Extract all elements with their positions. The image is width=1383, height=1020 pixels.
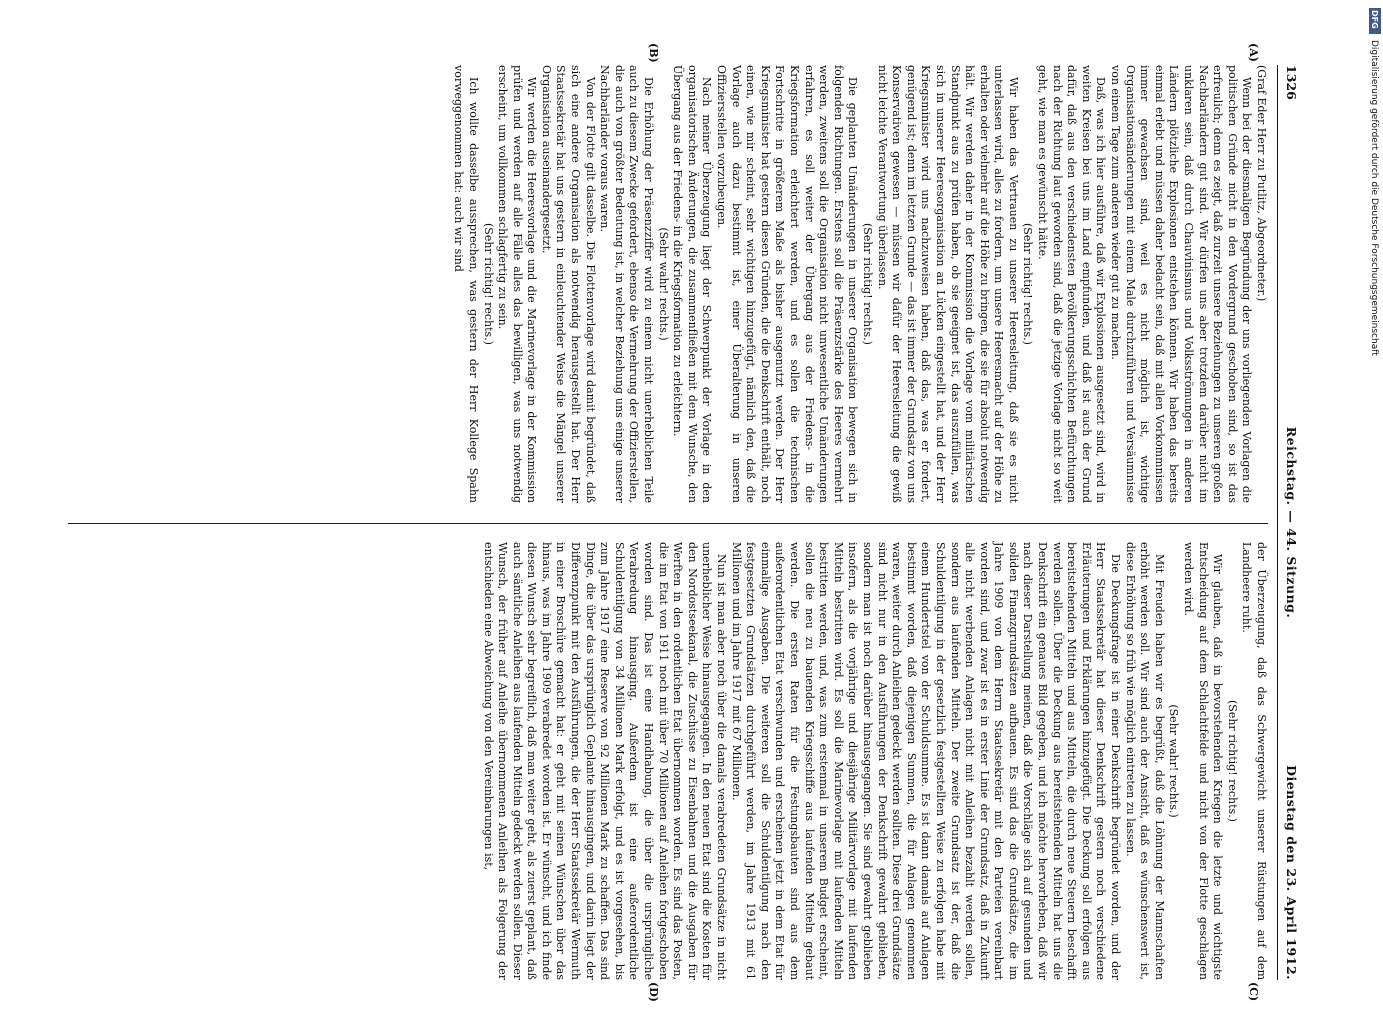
paragraph: Wenn bei der diesmaligen Begründung der uns vorliegenden Vorlagen die politischen Gründe nicht in den Vordergrund geschoben sind, so ist das erfreulich; denn es zeigt, daß zurzeit unsere Beziehungen zu unseren großen Nachbarländern gut sind. Wir dürfen uns aber trotzdem darüber nicht im unklaren sein, daß durch Chauvinismus und Volksströmungen in anderen Ländern plötzliche Explosionen entstehen können. Wir haben das bereits einmal erlebt und müssen daher bedacht sein, daß mit allen Vorkommnissen immer gewachsen sind, weil es nicht möglich ist, wichtige Organisationsänderungen mit einem Male durchzuführen und Versäumnisse von einem Tage zum anderen wieder gut zu machen.: [1109, 65, 1254, 503]
interjection: (Sehr wahr! rechts.): [656, 227, 670, 341]
margin-mark-c: (C): [1247, 982, 1260, 1002]
interjection: (Sehr richtig! rechts.): [860, 223, 874, 345]
session-title: Reichstag. — 44. Sitzung.: [1284, 426, 1299, 619]
paragraph: Ich wollte dasselbe aussprechen, was gestern der Herr Kollege Spahn vorweggenommen hat: auch wir sind: [452, 65, 480, 503]
dfg-logo: [1369, 8, 1381, 34]
paragraph: Mit Freuden haben wir es begrüßt, daß die Löhnung der Mannschaften erhöht werden soll. Wir sind auch der Ansicht, daß es wünschenswert ist, diese Erhöhung so früh wie möglich eintreten zu lassen.: [1123, 542, 1166, 980]
column-divider: [68, 523, 1268, 524]
funding-note: [1367, 40, 1381, 1020]
margin-mark-d: (D): [647, 982, 660, 1002]
interjection: (Sehr richtig! rechts.): [1225, 700, 1239, 822]
paragraph: Wir werden die Heeresvorlage und die Marinevorlage in der Kommission prüfen und werden auf alle Fälle alles das bewilligen, was uns notwendig erscheint, um vollkommen schlagfertig zu sein.: [496, 65, 539, 503]
paragraph: Nach meiner Überzeugung liegt der Schwerpunkt der Vorlage in den organisatorischen Änderungen, die zusammenfließen mit dem Wunsche, den Übergang aus der Friedens- in die Kriegsformation zu erleichtern.: [671, 65, 714, 503]
interjection: (Sehr richtig! rechts.): [481, 223, 495, 345]
margin-mark-b: (B): [647, 43, 660, 63]
paragraph: (Graf Eder Herr zu Putlitz, Abgeordneter.): [1255, 65, 1268, 302]
paragraph: Die Erhöhung der Präsenzziffer wird zu einem nicht unerheblichen Teile auch zu diesem Zwecke gefordert, ebenso die Vermehrung der Offizierstellen, die auch von größter Bedeutung ist, in welcher Beziehung uns einige unserer Nachbarländer voraus waren.: [598, 65, 656, 503]
paragraph: Die Deckungsfrage ist in einer Denkschrift begründet worden, und der Herr Staatssekretär hat dieser Denkschrift gestern noch verschiedene Erläuterungen und Erklärungen hinzugefügt. Die Deckung soll erfolgen aus bereitstehenden Mitteln und aus Mitteln, die durch neue Steuern beschafft werden sollen. Über die Deckung aus bereitstehenden Mitteln hat uns die Denkschrift ein genaues Bild gegeben, und ich möchte hervorheben, daß wir nach dieser Darstellung meinen, daß die Vorschläge sich auf gesunden und soliden Finanzgrundsätzen aufbauen. Es sind das die Grundsätze, die im Jahre 1909 von dem Herrn Staatssekretär mit den Parteien vereinbart worden sind, und zwar ist es in erster Linie der Grundsatz, daß in Zukunft alle nicht werbenden Anlagen nicht mit Anleihen bezahlt werden sollen, sondern aus laufenden Mitteln. Der zweite Grundsatz ist der, daß die Schuldentilgung in der gesetzlich festgestellten Weise zu erfolgen habe mit einem Hundertstel von der Schuldsumme. Es ist dann damals auf Anlagen bestimmt worden, daß diejenigen Summen, die für Anlagen genommen waren, weiter durch Anleihen gedeckt werden sollten. Diese drei Grundsätze sind nicht nur in den Ausführungen der Denkschrift gewahrt geblieben, sondern man ist noch darüber hinausgegangen. Sie sind gewahrt geblieben insofern, als die vorjährige und diesjährige Militärvorlage mit laufenden Mitteln bestritten wird. Es soll die Marinevorlage mit laufenden Mitteln bestritten werden, und, was zum erstenmal in unserem Budget erscheint, sollen die neu zu bauenden Kriegsschiffe aus laufenden Mitteln gebaut werden. Die ersten Raten für die Festungsbauten sind aus dem außerordentlichen Etat verschwunden und erscheinen jetzt in dem Etat für einmalige Ausgaben. Die weiteren soll die Schuldentilgung nach den festgesetzten Grundsätzen durchgeführt werden, im Jahre 1913 mit 61 Millionen und im Jahre 1917 mit 67 Millionen.: [729, 542, 1123, 980]
page-header: [1277, 65, 1300, 980]
paragraph: Daß, was ich hier ausführe, daß wir Explosionen ausgesetzt sind, wird in weiten Kreisen bei uns im Land empfunden, und daß ist auch der Grund dafür, daß aus den verschiedensten Bevölkerungsschichten Befürchtungen nach der Richtung laut geworden sind, daß die jetzige Vorlage nicht so weit geht, wie man es gewünscht hätte.: [1036, 65, 1108, 503]
funding-note-text: Digitalisierung gefördert durch die Deutsche Forschungsgemeinschaft: [1369, 40, 1379, 356]
paragraph: Von der Flotte gilt dasselbe. Die Flottenvorlage wird damit begründet, daß sich eine andere Organisation als notwendig herausgestellt hat. Der Herr Staatssekretär hat uns gestern in einleuchtender Weise die Mängel unserer Organisation auseinandergesetzt.: [539, 65, 597, 503]
interjection: (Sehr richtig! rechts.): [1021, 223, 1035, 345]
document-page: [55, 43, 1300, 1002]
margin-mark-a: (A): [1247, 43, 1260, 62]
right-column: [480, 542, 1268, 980]
paragraph: Wir glauben, daß in bevorstehenden Kriegen die letzte und wichtigste Entscheidung auf dem Schlachtfelde und nicht von der Flotte geschlagen werden wird.: [1182, 542, 1225, 980]
session-date: Dienstag den 23. April 1912.: [1284, 765, 1299, 980]
paragraph: der Überzeugung, daß das Schwergewicht unserer Rüstungen auf dem Landheere ruht.: [1240, 542, 1268, 980]
left-column: [451, 65, 1268, 503]
dfg-logo-text: DFG: [1370, 10, 1379, 29]
paragraph: Wir haben das Vertrauen zu unserer Heeresleitung, daß sie es nicht unterlassen wird, alles zu fordern, um unsere Heeresmacht auf der Höhe zu erhalten oder vielmehr auf die Höhe zu bringen, die sie für absolut notwendig hält. Wir werden daher in der Kommission die Vorlage vom militärischen Standpunkt aus zu prüfen haben, ob sie geeignet ist, das auszufüllen, was sich in unserer Heeresorganisation an Lücken eingestellt hat, und der Herr Kriegsminister wird uns nachzuweisen haben, daß das, was er fordert, genügend ist; denn im letzten Grunde — das ist immer der Grundsatz von uns Konservativen gewesen — müssen wir dafür der Heeresleitung die gewiß nicht leichte Verantwortung überlassen.: [875, 65, 1020, 503]
interjection: (Sehr wahr! rechts.): [1167, 704, 1181, 818]
paragraph: Die geplanten Umänderungen in unserer Organisation bewegen sich in folgenden Richtungen. Erstens soll die Präsenzstärke des Heeres vermehrt werden, zweitens soll die Organisation nicht unwesentliche Umänderungen erfahren, es soll weiter der Übergang aus der Friedens- in die Kriegsformation erleichtert werden, und es sollen die technischen Fortschritte in größerem Maße als bisher ausgenutzt werden. Der Herr Kriegsminister hat gestern diesen Gründen, die die Denkschrift enthält, noch einen, wie mir scheint, sehr wichtigen hinzugefügt, nämlich den, daß die Vorlage auch dazu bestimmt ist, einer Überalterung in unseren Offiziersstellen vorzubeugen.: [715, 65, 860, 503]
page-number: 1326: [1284, 65, 1299, 100]
paragraph: Nun ist man aber noch über die damals verabredeten Grundsätze in nicht unerheblicher Weise hinausgegangen. In den neuen Etat sind die Kosten für den Nordostseekanal, die Zuschüsse zu Eisenbahnen und die Ausgaben für Werften in den ordentlichen Etat übernommen worden. Es sind das Posten, die im Etat von 1911 noch mit über 70 Millionen auf Anleihen fortgeschoben worden sind. Das ist eine Handhabung, die über die ursprüngliche Verabredung hinausging. Außerdem ist eine außerordentliche Schuldentilgung von 34 Millionen Mark erfolgt, und es ist vorgesehen, bis zum Jahre 1917 eine Reserve von 92 Millionen Mark zu schaffen. Das sind Dinge, die über das ursprünglich Geplante hinausgingen, und darin liegt der Differenzpunkt mit den Ausführungen, die der Herr Staatssekretär Wermuth in einer Broschüre gemacht hat: er geht mit seinen Wünschen über das hinaus, was im Jahre 1909 verabredet worden ist. Er wünscht, und ich finde diesen Wunsch sehr begreiflich, daß man weiter geht, als zuerst geplant, daß auch sämtliche Anleihen aus laufenden Mitteln gedeckt werden sollen. Dieser Wunsch, der früher auf Anleihe übernommenen Anleihen als Folgerung der entschieden eine Abweichung von den Vereinbarungen ist,: [481, 542, 729, 980]
